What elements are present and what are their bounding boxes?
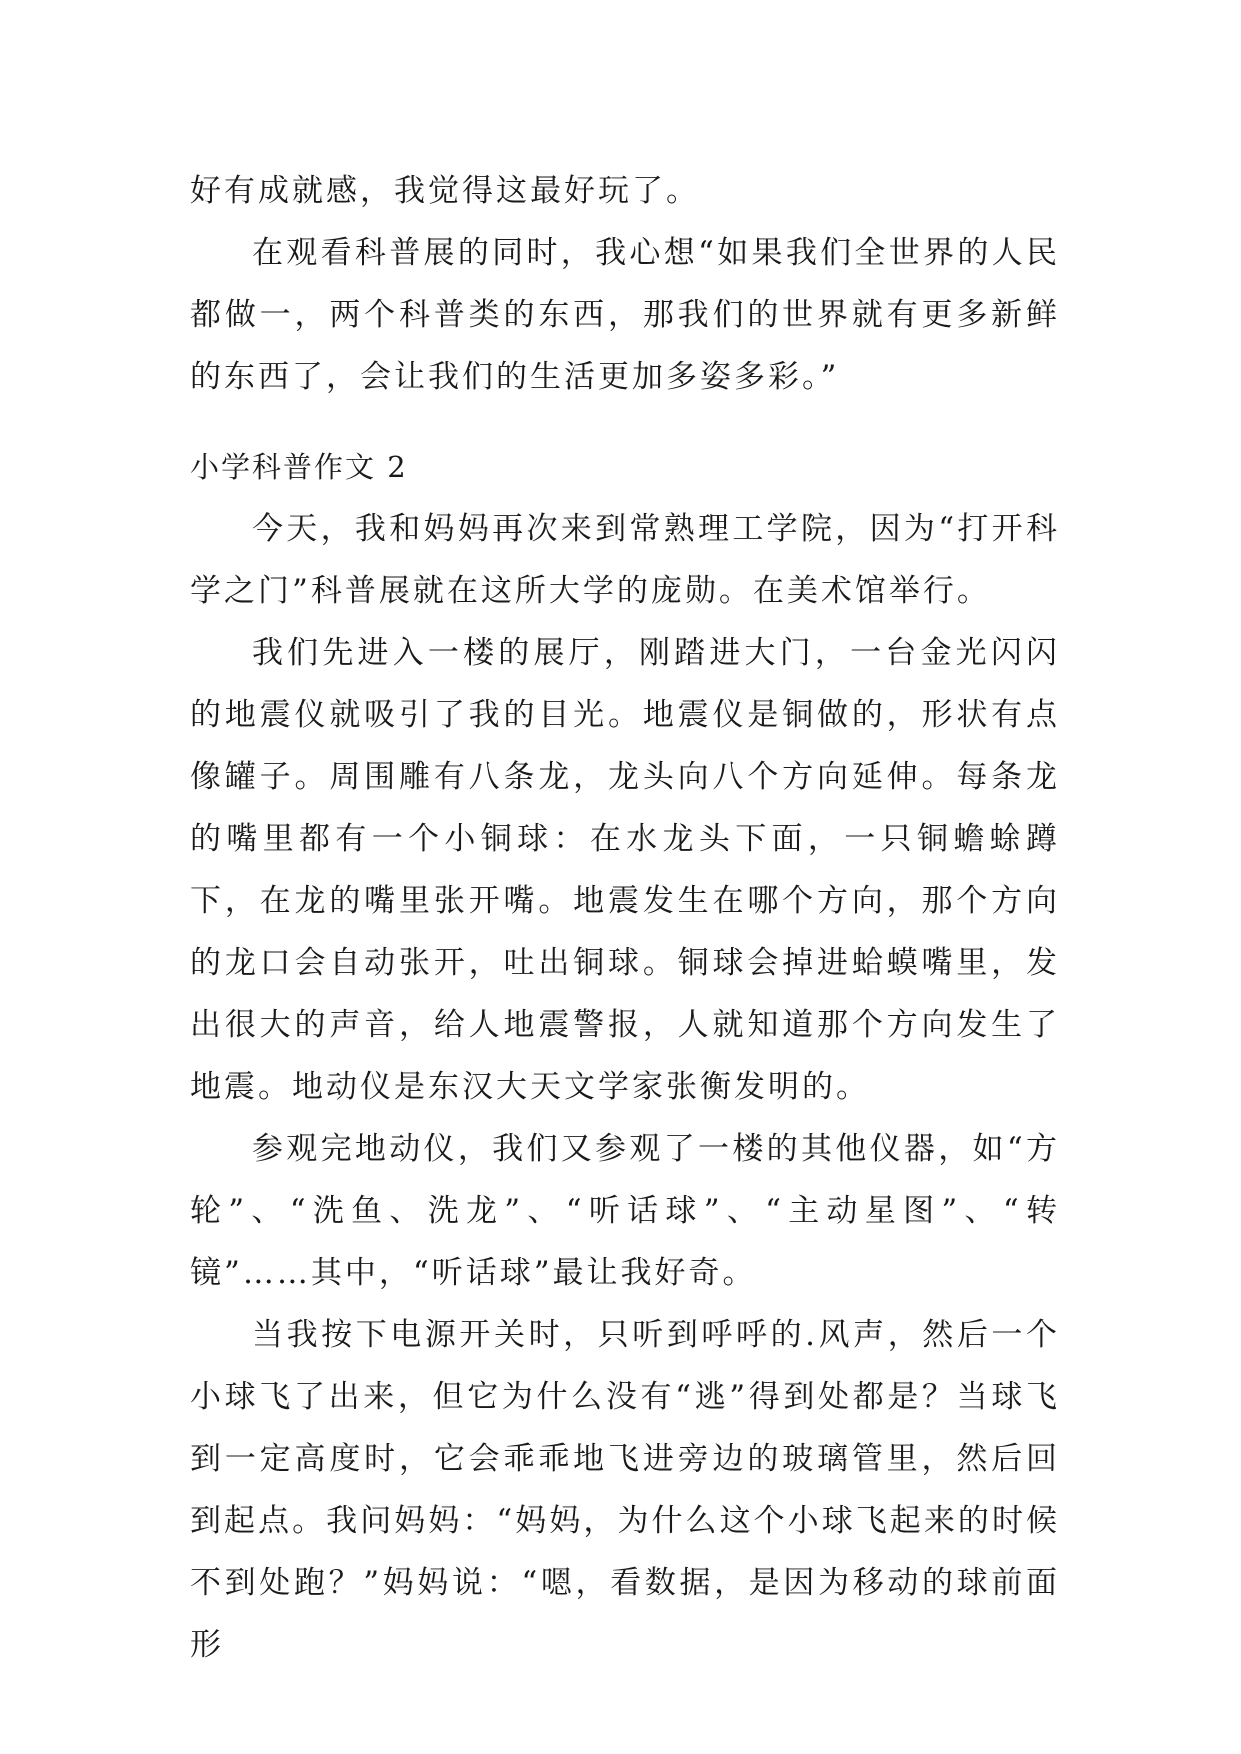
paragraph: 当我按下电源开关时，只听到呼呼的.风声，然后一个小球飞了出来，但它为什么没有“逃”得到处都是？当球飞到一定高度时，它会乖乖地飞进旁边的玻璃管里，然后回到起点。我问妈妈：“妈妈，为什么这个小球飞起来的时候不到处跑？”妈妈说：“嗯，看数据，是因为移动的球前面形 <box>190 1317 1060 1663</box>
paragraph: 我们先进入一楼的展厅，刚踏进大门，一台金光闪闪的地震仪就吸引了我的目光。地震仪是铜做的，形状有点像罐子。周围雕有八条龙，龙头向八个方向延伸。每条龙的嘴里都有一个小铜球：在水龙头下面，一只铜蟾蜍蹲下，在龙的嘴里张开嘴。地震发生在哪个方向，那个方向的龙口会自动张开，吐出铜球。铜球会掉进蛤蟆嘴里，发出很大的声音，给人地震警报，人就知道那个方向发生了地震。地动仪是东汉大天文学家张衡发明的。 <box>190 635 1060 1105</box>
paragraph: 今天，我和妈妈再次来到常熟理工学院，因为“打开科学之门”科普展就在这所大学的庞勋。在美术馆举行。 <box>190 511 1060 609</box>
paragraph: 在观看科普展的同时，我心想“如果我们全世界的人民都做一，两个科普类的东西，那我们的世界就有更多新鲜的东西了，会让我们的生活更加多姿多彩。” <box>190 235 1060 395</box>
paragraph-continuation: 好有成就感，我觉得这最好玩了。 <box>190 173 700 209</box>
paragraph: 参观完地动仪，我们又参观了一楼的其他仪器，如“方轮”、“洗鱼、洗龙”、“听话球”、“主动星图”、“转镜”……其中，“听话球”最让我好奇。 <box>190 1131 1060 1291</box>
document-body <box>190 160 1060 1676</box>
section-title: 小学科普作文 2 <box>190 450 408 484</box>
